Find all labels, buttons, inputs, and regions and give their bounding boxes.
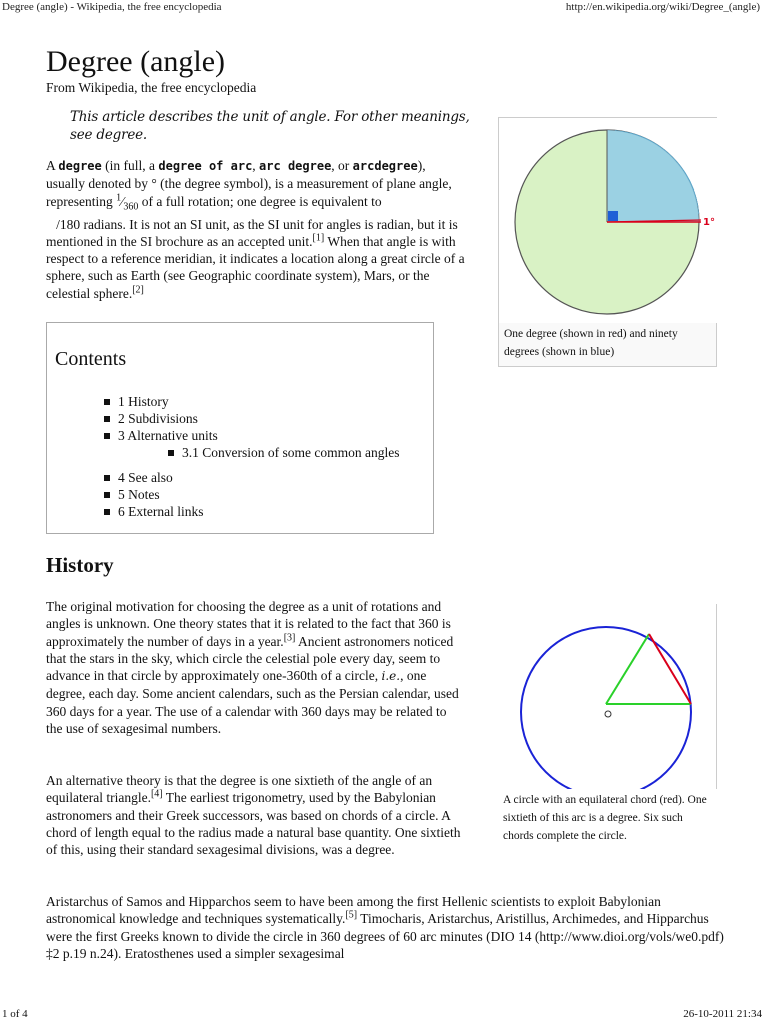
toc-item[interactable]: 3 Alternative units xyxy=(104,427,424,444)
intro-paragraph: A degree (in full, a degree of arc, arc degree, or arcdegree), usually denoted by ° (the degree symbol), is a measurement of plane angle, representing $^1⁄_{360}$ of a full rotation; one degree is equivalent to /180 radians. It is not an SI unit, as the SI unit for angles is radian, but it is mentioned in the SI brochure as an accepted unit.[1] When that angle is with respect to a reference meridian, it indicates a location along a great circle of a sphere, such as Earth (see Geographic coordinate system), Mars, or the celestial sphere.[2] xyxy=(46,158,465,301)
toc-item[interactable]: 2 Subdivisions xyxy=(104,410,424,427)
history-paragraph-1: The original motivation for choosing the degree as a unit of rotations and angles is unknown. One theory states that it is related to the fact that 360 is approximately the number of days in a year.[3] Ancient astronomers noticed that the stars in the sky, which circle the celestial pole every day, seem to advance in that circle by approximately one-360th of a circle, i.e., one degree, each day. Some ancient calendars, such as the Persian calendar, used 360 days for a year. The use of a calendar with 360 days may be related to the use of sexagesimal numbers. xyxy=(46,599,459,737)
ref-2[interactable]: [2] xyxy=(132,284,144,296)
print-header-url: http://en.wikipedia.org/wiki/Degree_(angle) xyxy=(565,1,760,13)
figure1-caption: One degree (shown in red) and ninety degrees (shown in blue) xyxy=(504,328,678,358)
toc-item[interactable]: 1 History xyxy=(104,393,424,410)
ref-1[interactable]: [1] xyxy=(312,232,325,244)
figure2-caption: A circle with an equilateral chord (red). One sixtieth of this arc is a degree. Six such chords complete the circle. xyxy=(503,794,707,842)
page-number: 1 of 4 xyxy=(2,1008,28,1020)
history-heading: History xyxy=(46,553,114,577)
term-degree-of-arc: degree of arc xyxy=(158,159,253,173)
toc-item[interactable]: 5 Notes xyxy=(104,486,424,503)
print-header-title: Degree (angle) - Wikipedia, the free encyclopedia xyxy=(2,1,222,13)
term-degree: degree xyxy=(58,159,102,173)
degree-circle-image xyxy=(499,118,718,323)
toc-item[interactable]: 4 See also xyxy=(104,469,424,486)
page-title: Degree (angle) xyxy=(46,45,226,78)
chord-circle-image xyxy=(498,604,716,789)
toc-subitem[interactable]: 3.1 Conversion of some common angles xyxy=(168,444,424,461)
ref-3[interactable]: [3] xyxy=(283,632,296,644)
ref-5[interactable]: [5] xyxy=(345,909,358,921)
toc-item[interactable]: 6 External links xyxy=(104,503,424,520)
hatnote: This article describes the unit of angle. For other meanings, see degree. xyxy=(70,109,470,143)
figure-degree-circle xyxy=(498,117,717,367)
hatnote-link[interactable]: degree xyxy=(96,127,143,143)
history-paragraph-3: Aristarchus of Samos and Hipparchos seem to have been among the first Hellenic scientists to exploit Babylonian astronomical knowledge and techniques systematically.[5] Timocharis, Aristarchus, Aristillus, Archimedes, and Hipparchus were the first Greeks known to divide the circle in 360 degrees of 60 arc minutes (DIO 14 (http://www.dioi.org/vols/we0.pdf) ‡2 p.19 n.24). Eratosthenes used a simpler sexagesimal xyxy=(46,894,724,961)
toc-list xyxy=(104,393,424,520)
print-datetime: 26-10-2011 21:34 xyxy=(683,1008,762,1020)
term-arc-degree: arc degree xyxy=(259,159,332,173)
page-tagline: From Wikipedia, the free encyclopedia xyxy=(46,80,257,95)
one-degree-label: 1° xyxy=(703,217,715,228)
toc-title: Contents xyxy=(55,348,127,370)
ref-4[interactable]: [4] xyxy=(150,788,163,800)
table-of-contents xyxy=(46,322,434,534)
history-paragraph-2: An alternative theory is that the degree is one sixtieth of the angle of an equilateral triangle.[4] The earliest trigonometry, used by the Babylonian astronomers and their Greek successors, was based on chords of a circle. A chord of length equal to the radius made a natural base quantity. One sixtieth of this, using their standard sexagesimal divisions, was a degree. xyxy=(46,773,461,858)
figure-chord-circle xyxy=(498,604,717,869)
term-arcdegree: arcdegree xyxy=(352,159,418,173)
